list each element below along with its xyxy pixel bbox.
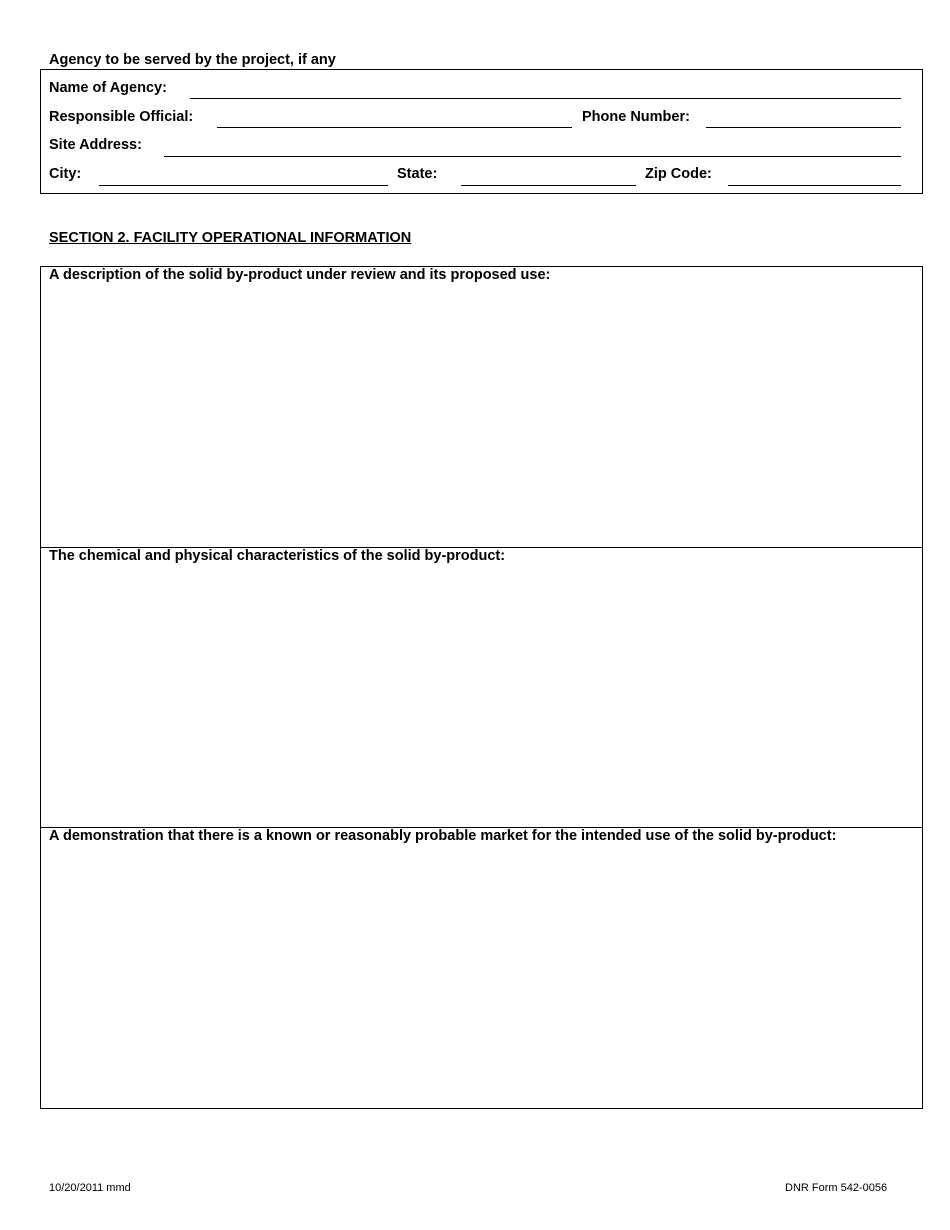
description-answer-area[interactable] [41, 288, 922, 546]
description-question: A description of the solid by-product under review and its proposed use: [49, 267, 551, 283]
city-label: City: [49, 166, 82, 182]
responsible-official-label: Responsible Official: [49, 109, 194, 125]
zip-code-field[interactable] [728, 185, 901, 186]
responsible-official-field[interactable] [217, 127, 572, 128]
characteristics-answer-area[interactable] [41, 569, 922, 826]
agency-heading: Agency to be served by the project, if any [49, 52, 336, 68]
footer-date: 10/20/2011 mmd [49, 1182, 131, 1194]
market-answer-area[interactable] [41, 849, 922, 1107]
site-address-field[interactable] [164, 156, 901, 157]
agency-box [40, 69, 923, 194]
phone-number-field[interactable] [706, 127, 901, 128]
market-question: A demonstration that there is a known or reasonably probable market for the intended use of the solid by-product: [49, 828, 837, 844]
zip-code-label: Zip Code: [645, 166, 712, 182]
site-address-label: Site Address: [49, 137, 142, 153]
characteristics-question: The chemical and physical characteristics of the solid by-product: [49, 548, 506, 564]
phone-number-label: Phone Number: [582, 109, 690, 125]
section-2-title: SECTION 2. FACILITY OPERATIONAL INFORMATION [49, 230, 412, 246]
name-of-agency-label: Name of Agency: [49, 80, 167, 96]
name-of-agency-field[interactable] [190, 98, 901, 99]
city-field[interactable] [99, 185, 388, 186]
state-label: State: [397, 166, 438, 182]
footer-form-number: DNR Form 542-0056 [785, 1182, 888, 1194]
state-field[interactable] [461, 185, 636, 186]
